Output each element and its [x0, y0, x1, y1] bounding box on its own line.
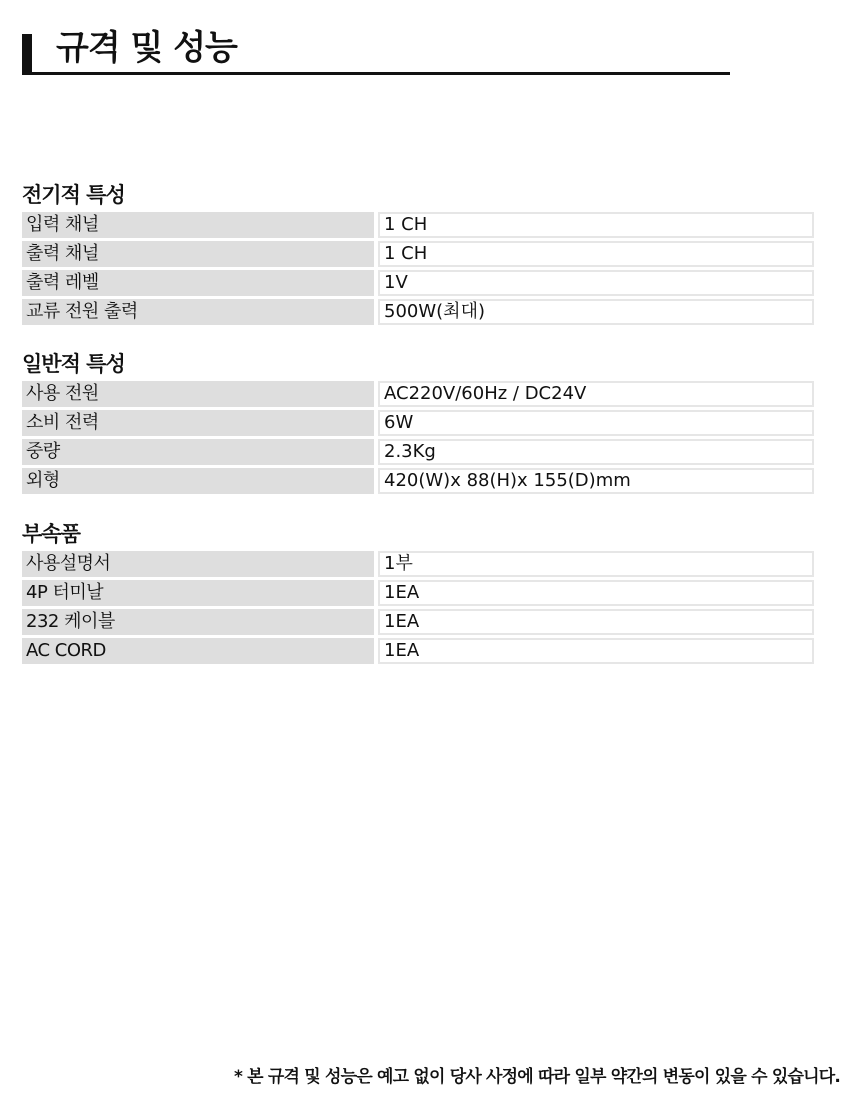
spec-label: 교류 전원 출력 — [22, 299, 374, 328]
table-row — [22, 299, 814, 328]
table-row — [22, 241, 814, 270]
page-header — [22, 22, 730, 75]
spec-value: 1부 — [374, 551, 814, 580]
spec-value: AC220V/60Hz / DC24V — [374, 381, 814, 410]
spec-value: 1EA — [374, 580, 814, 609]
spec-value: 1EA — [374, 638, 814, 667]
table-row — [22, 212, 814, 241]
section-title-general: 일반적 특성 — [22, 352, 125, 376]
spec-value: 1V — [374, 270, 814, 299]
spec-label: 중량 — [22, 439, 374, 468]
table-row — [22, 551, 814, 580]
spec-label: 사용 전원 — [22, 381, 374, 410]
spec-label: 출력 레벨 — [22, 270, 374, 299]
spec-value: 2.3Kg — [374, 439, 814, 468]
table-row — [22, 381, 814, 410]
spec-value: 6W — [374, 410, 814, 439]
footnote: * 본 규격 및 성능은 예고 없이 당사 사정에 따라 일부 약간의 변동이 있을 수 있습니다. — [233, 1067, 840, 1087]
spec-value: 1 CH — [374, 241, 814, 270]
page-title: 규격 및 성능 — [56, 28, 237, 68]
spec-label: 출력 채널 — [22, 241, 374, 270]
spec-table-electrical — [22, 212, 814, 328]
spec-value: 1EA — [374, 609, 814, 638]
table-row — [22, 609, 814, 638]
spec-label: 외형 — [22, 468, 374, 497]
table-row — [22, 270, 814, 299]
table-row — [22, 638, 814, 667]
section-general — [22, 349, 814, 497]
spec-label: 입력 채널 — [22, 212, 374, 241]
section-accessories — [22, 519, 814, 667]
section-title-electrical: 전기적 특성 — [22, 183, 125, 207]
table-row — [22, 580, 814, 609]
table-row — [22, 468, 814, 497]
spec-value: 1 CH — [374, 212, 814, 241]
title-accent-bar — [22, 34, 32, 72]
spec-label: 232 케이블 — [22, 609, 374, 638]
spec-table-accessories — [22, 551, 814, 667]
section-title-accessories: 부속품 — [22, 522, 80, 546]
table-row — [22, 439, 814, 468]
spec-label: AC CORD — [22, 638, 374, 667]
spec-table-general — [22, 381, 814, 497]
spec-label: 4P 터미날 — [22, 580, 374, 609]
spec-label: 소비 전력 — [22, 410, 374, 439]
table-row — [22, 410, 814, 439]
spec-value: 420(W)x 88(H)x 155(D)mm — [374, 468, 814, 497]
spec-value: 500W(최대) — [374, 299, 814, 328]
section-electrical — [22, 180, 814, 328]
spec-label: 사용설명서 — [22, 551, 374, 580]
